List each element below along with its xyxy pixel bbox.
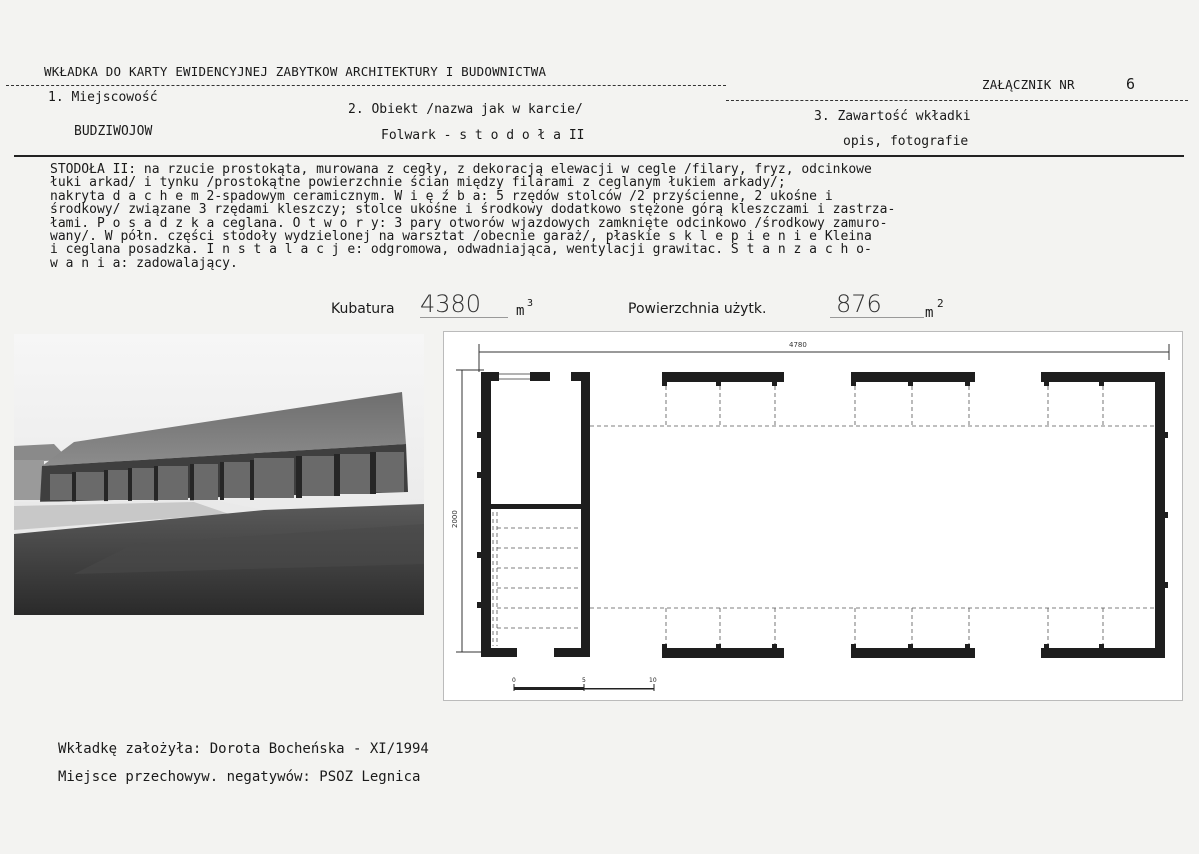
object-label: 2. Obiekt /nazwa jak w karcie/ <box>348 102 583 117</box>
dimension-width: 2000 <box>451 510 459 528</box>
scale-label-5: 5 <box>582 677 586 684</box>
area-value: 876 <box>830 290 924 318</box>
description-line: nakryta d a c h e m 2-spadowym ceramicznym. W i ę ź b a: 5 rzędów stolców /2 przyścienne, 2 ukośne i <box>50 188 833 204</box>
fields-divider <box>14 155 1184 157</box>
header-divider-mid <box>726 100 962 101</box>
description-line: łami. P o s a d z k a ceglana. O t w o r y: 3 pary otworów wjazdowych zamknięte odcinkowo /środkowy zamuro- <box>50 215 888 231</box>
description-line: wany/. W półn. części stodoły wydzielonej na warsztat /obecnie garaż/, płaskie s k l e p i e n i e Kleina <box>50 229 872 245</box>
author-line: Wkładkę założyła: Dorota Bocheńska - XI/1994 <box>58 741 429 757</box>
description-line: środkowy/ związane 3 rzędami kleszczy; stolce ukośne i środkowy dodatkowo stężone górą kleszczami i zastrza- <box>50 202 896 218</box>
object-value: Folwark - s t o d o ł a II <box>381 128 585 143</box>
barn-photo-image <box>14 334 424 615</box>
volume-exponent: 3 <box>527 298 534 309</box>
card-title: WKŁADKA DO KARTY EWIDENCYJNEJ ZABYTKOW ARCHITEKTURY I BUDOWNICTWA <box>44 64 547 79</box>
dimension-length: 4780 <box>789 341 807 349</box>
floor-plan <box>443 331 1183 701</box>
contents-label: 3. Zawartość wkładki <box>814 109 971 124</box>
scale-label-10: 10 <box>649 677 657 684</box>
description <box>50 163 1170 270</box>
volume-label: Kubatura <box>331 301 395 317</box>
contents-value: opis, fotografie <box>843 134 969 149</box>
area-label: Powierzchnia użytk. <box>628 301 767 317</box>
header-divider-right <box>960 100 1188 101</box>
description-line: łuki arkad/ i tynku /prostokątne powierzchnie ścian między filarami z ceglanym łukiem arkady/; <box>50 175 786 191</box>
description-line: i ceglana posadzka. I n s t a l a c j e: odgromowa, odwadniająca, wentylacji grawitac. S t a n z a c h o- <box>50 242 872 258</box>
volume-unit: m <box>516 303 525 319</box>
locality-label: 1. Miejscowość <box>48 90 158 105</box>
floor-plan-drawing <box>444 332 1184 702</box>
locality-value: BUDZIWOJOW <box>74 124 153 139</box>
scale-label-0: 0 <box>512 677 516 684</box>
attachment-number: 6 <box>1126 75 1136 93</box>
area-exponent: 2 <box>937 297 944 310</box>
storage-line: Miejsce przechowyw. negatywów: PSOZ Legnica <box>58 769 421 785</box>
header-divider-left <box>6 85 726 86</box>
area-unit: m <box>925 305 934 321</box>
attachment-label: ZAŁĄCZNIK NR <box>982 77 1075 92</box>
description-line: STODOŁA II: na rzucie prostokąta, murowana z cegły, z dekoracją elewacji w cegle /filary, fryz, odcinkowe <box>50 162 872 177</box>
description-line: w a n i a: zadowalający. <box>50 255 238 271</box>
volume-value: 4380 <box>420 290 508 318</box>
barn-photograph <box>14 334 424 615</box>
